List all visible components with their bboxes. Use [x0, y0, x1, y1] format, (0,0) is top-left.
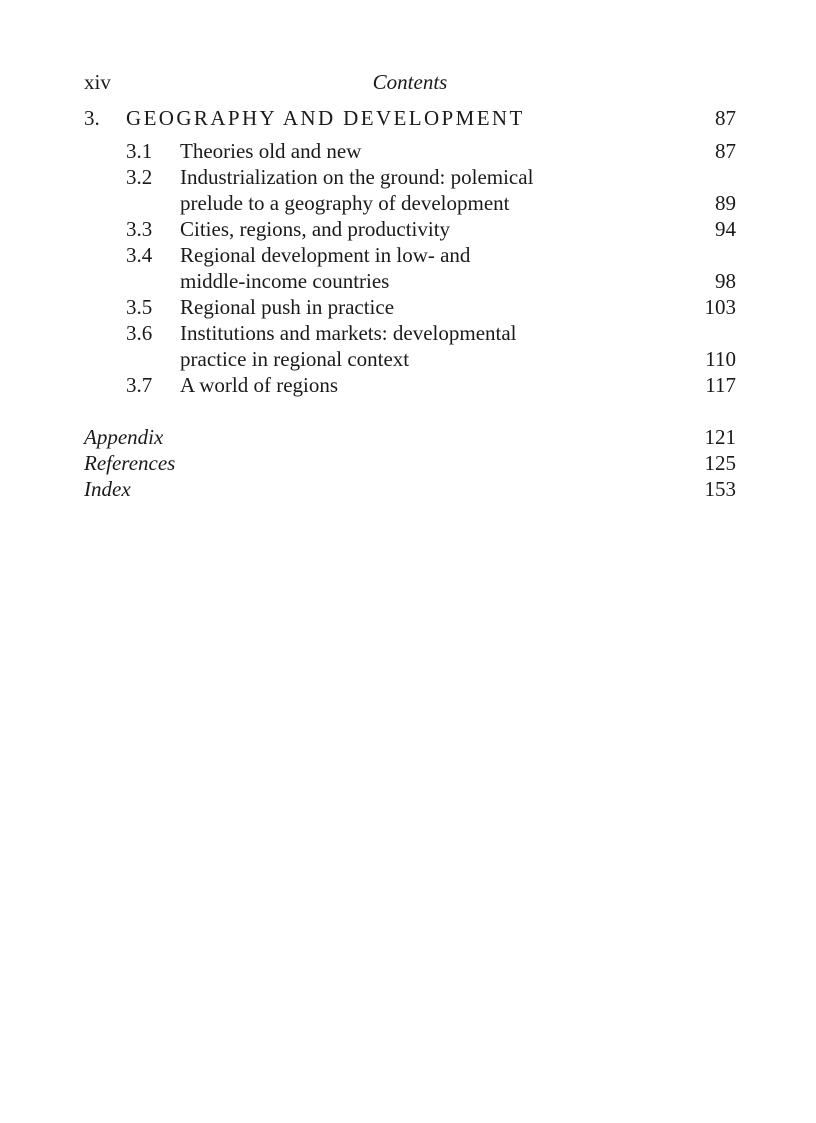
running-head	[84, 69, 736, 95]
folio: xiv	[84, 70, 111, 94]
section-title-line: Regional development in low- and	[180, 243, 471, 267]
section-number: 3.7	[126, 373, 153, 397]
section-title-line: middle-income countries	[180, 269, 390, 293]
section-page-number: 89	[715, 191, 736, 215]
back-matter-page-number: 121	[704, 425, 736, 449]
contents-page	[84, 0, 736, 1123]
back-matter-page-number: 153	[704, 477, 736, 501]
section-title	[180, 138, 640, 164]
section-number: 3.6	[126, 321, 153, 345]
section-number: 3.4	[126, 243, 153, 267]
section-title-line: practice in regional context	[180, 347, 410, 371]
section-number: 3.5	[126, 295, 153, 319]
section-page-number: 87	[715, 139, 736, 163]
section-title	[180, 242, 640, 294]
section-title	[180, 164, 640, 216]
section-number: 3.1	[126, 139, 153, 163]
section-page-number: 110	[705, 347, 736, 371]
section-entry[interactable]	[84, 242, 736, 294]
section-number: 3.2	[126, 165, 153, 189]
chapter-page-number: 87	[715, 106, 736, 130]
back-matter-entry[interactable]	[84, 450, 736, 476]
section-title-line: Theories old and new	[180, 139, 362, 163]
section-title-line: Cities, regions, and productivity	[180, 217, 451, 241]
section-entry[interactable]	[84, 216, 736, 242]
section-title	[180, 216, 640, 242]
section-title-line: A world of regions	[180, 373, 339, 397]
section-page-number: 103	[704, 295, 736, 319]
section-title-line: prelude to a geography of development	[180, 191, 510, 215]
section-title-line: Regional push in practice	[180, 295, 395, 319]
section-page-number: 117	[705, 373, 736, 397]
running-title: Contents	[372, 70, 448, 94]
back-matter-page-number: 125	[704, 451, 736, 475]
section-entry[interactable]	[84, 138, 736, 164]
chapter-title: GEOGRAPHY AND DEVELOPMENT	[126, 106, 525, 130]
back-matter-title: Appendix	[84, 425, 164, 449]
section-title	[180, 320, 640, 372]
section-title	[180, 294, 640, 320]
back-matter-entry[interactable]	[84, 424, 736, 450]
section-title-line: Institutions and markets: developmental	[180, 321, 517, 345]
section-entry[interactable]	[84, 164, 736, 216]
back-matter	[84, 424, 736, 502]
back-matter-entry[interactable]	[84, 476, 736, 502]
table-of-contents	[84, 105, 736, 502]
chapter-entry[interactable]	[84, 105, 736, 131]
section-page-number: 94	[715, 217, 736, 241]
section-title	[180, 372, 640, 398]
back-matter-title: References	[84, 451, 176, 475]
section-title-line: Industrialization on the ground: polemical	[180, 165, 534, 189]
section-number: 3.3	[126, 217, 153, 241]
section-entry[interactable]	[84, 320, 736, 372]
section-entry[interactable]	[84, 294, 736, 320]
chapter-number: 3.	[84, 106, 100, 130]
section-page-number: 98	[715, 269, 736, 293]
section-entry[interactable]	[84, 372, 736, 398]
back-matter-title: Index	[84, 477, 131, 501]
